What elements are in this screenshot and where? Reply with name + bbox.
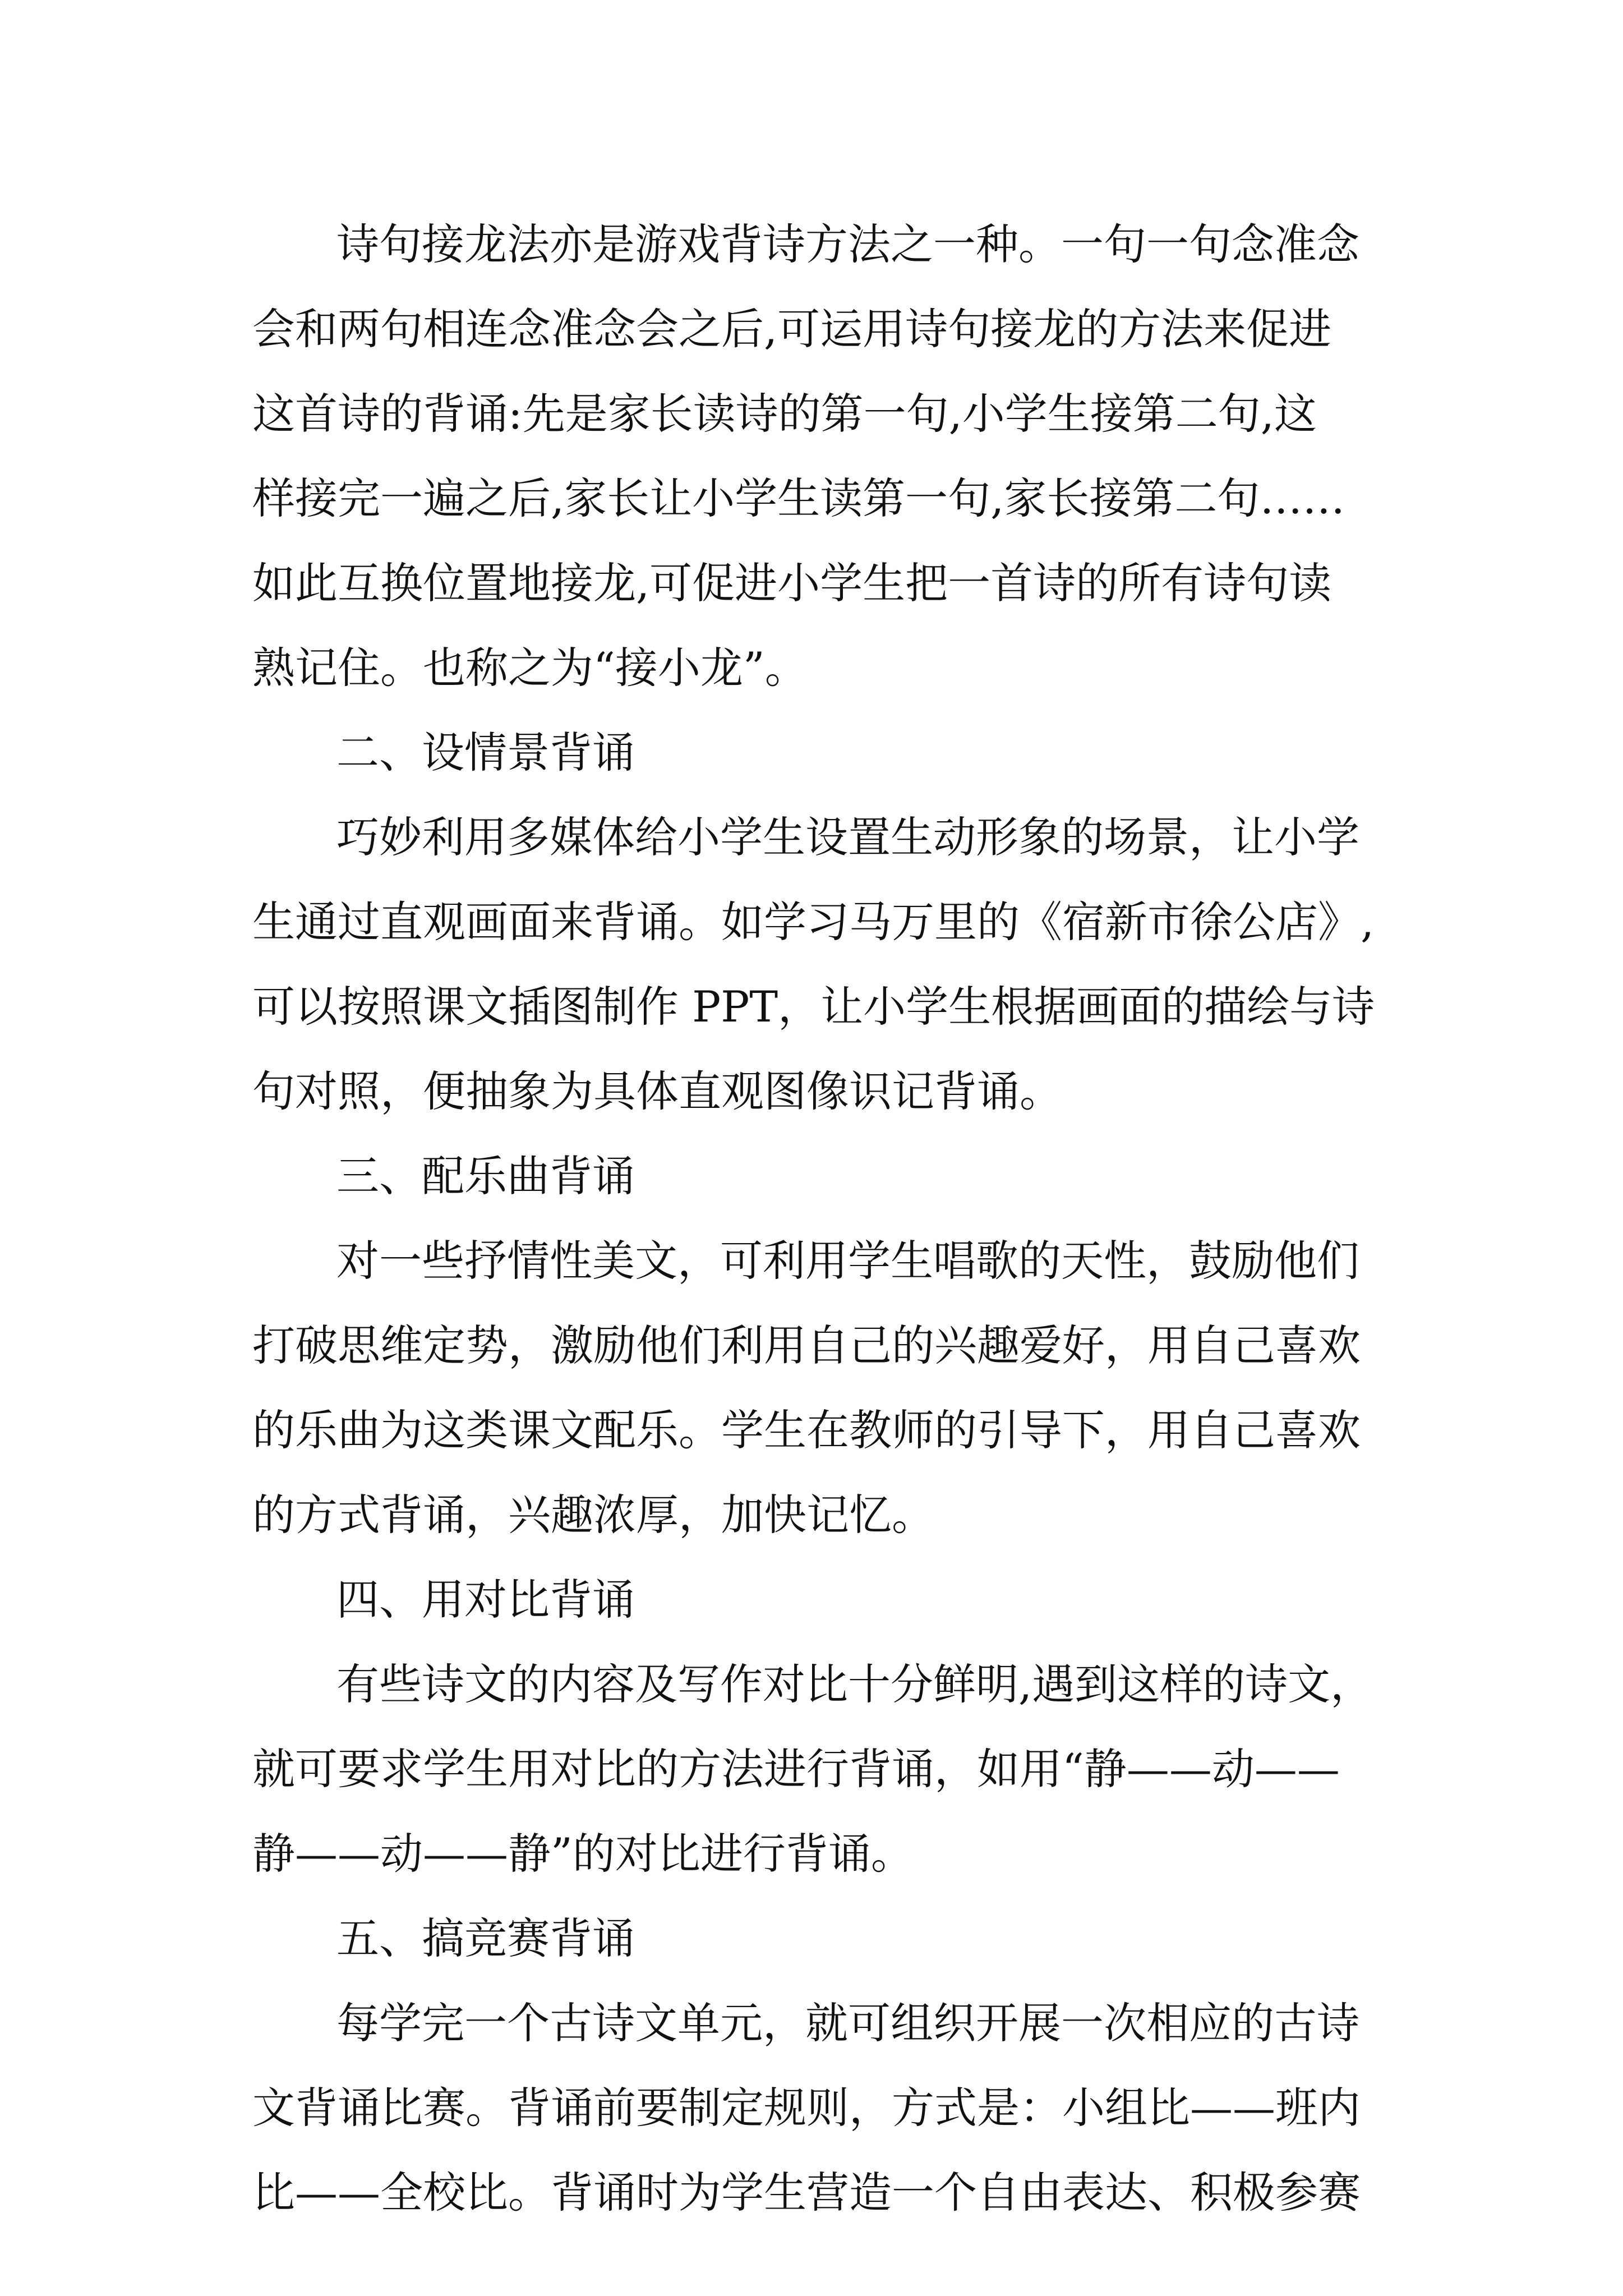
text-line: 诗句接龙法亦是游戏背诗方法之一种。一句一句念准念	[336, 219, 1359, 269]
heading-text: 二、设情景背诵	[336, 728, 635, 777]
text-line: 比——全校比。背诵时为学生营造一个自由表达、积极参赛	[252, 2168, 1361, 2217]
text-line: 生通过直观画面来背诵。如学习马万里的《宿新市徐公店》,	[252, 897, 1375, 947]
paragraph-competition-recitation	[252, 1981, 1391, 2235]
text-line: 对一些抒情性美文，可利用学生唱歌的天性，鼓励他们	[336, 1236, 1359, 1286]
document-body	[252, 202, 1391, 2235]
text-line: 如此互换位置地接龙,可促进小学生把一首诗的所有诗句读	[252, 558, 1332, 608]
text-line: 静——动——静”的对比进行背诵。	[252, 1829, 914, 1879]
text-line: 的乐曲为这类课文配乐。学生在教师的引导下，用自己喜欢	[252, 1405, 1361, 1455]
text-line: 的方式背诵，兴趣浓厚，加快记忆。	[252, 1490, 934, 1540]
paragraph-poem-chain	[252, 202, 1391, 710]
text-line: 每学完一个古诗文单元，就可组织开展一次相应的古诗	[336, 1998, 1359, 2048]
paragraph-scene-recitation	[252, 795, 1391, 1134]
text-line: 巧妙利用多媒体给小学生设置生动形象的场景，让小学	[336, 812, 1359, 862]
heading-text: 三、配乐曲背诵	[336, 1151, 635, 1201]
text-line: 就可要求学生用对比的方法进行背诵，如用“静——动——	[252, 1744, 1340, 1794]
section-heading-5	[252, 1896, 1391, 1981]
paragraph-music-recitation	[252, 1218, 1391, 1557]
paragraph-contrast-recitation	[252, 1642, 1391, 1896]
section-heading-4	[252, 1557, 1391, 1642]
text-line: 文背诵比赛。背诵前要制定规则，方式是：小组比——班内	[252, 2083, 1361, 2133]
section-heading-3	[252, 1134, 1391, 1218]
heading-text: 五、搞竞赛背诵	[336, 1913, 635, 1963]
text-line: 句对照，便抽象为具体直观图像识记背诵。	[252, 1066, 1062, 1116]
text-line: 样接完一遍之后,家长让小学生读第一句,家长接第二句……	[252, 473, 1345, 523]
text-line: 有些诗文的内容及写作对比十分鲜明,遇到这样的诗文，	[336, 1659, 1373, 1709]
text-line: 这首诗的背诵:先是家长读诗的第一句,小学生接第二句,这	[252, 389, 1317, 439]
heading-text: 四、用对比背诵	[336, 1575, 635, 1625]
text-line: 打破思维定势，激励他们利用自己的兴趣爱好，用自己喜欢	[252, 1320, 1361, 1370]
text-line: 熟记住。也称之为“接小龙”。	[252, 643, 808, 693]
text-line: 可以按照课文插图制作 PPT，让小学生根据画面的描绘与诗	[252, 982, 1375, 1032]
text-line: 会和两句相连念准念会之后,可运用诗句接龙的方法来促进	[252, 304, 1332, 354]
section-heading-2	[252, 710, 1391, 795]
